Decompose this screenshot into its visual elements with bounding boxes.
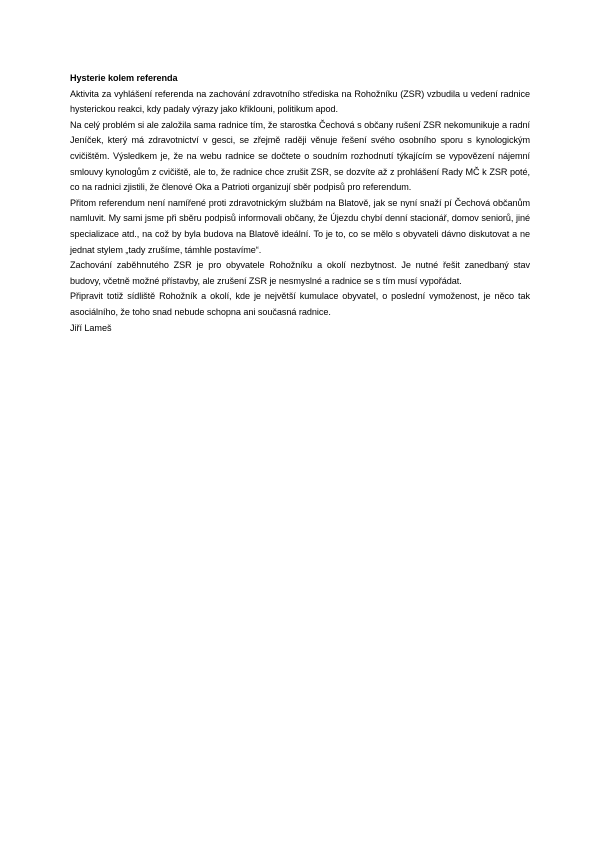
paragraph: Na celý problém si ale založila sama radnice tím, že starostka Čechová s občany rušení ZSR nekomunikuje a radní Jeníček, který má zdravotnictví v gesci, se zřejmě raději věnuje řešení svého osobního sporu s kynologickým cvičištěm. Výsledkem je, že na webu radnice se dočtete o soudním rozhodnutí týkajícím se vypovězení nájemní smlouvy kynologům z cvičiště, ale to, že radnice chce zrušit ZSR, se dozvíte až z prohlášení Rady MČ k ZSR poté, co na radnici zjistili, že členové Oka a Patrioti organizují sběr podpisů pro referendum.	[70, 119, 530, 193]
article	[70, 71, 530, 336]
article-title: Hysterie kolem referenda	[70, 73, 178, 83]
paragraph: Aktivita za vyhlášení referenda na zachování zdravotního střediska na Rohožníku (ZSR) vzbudila u vedení radnice hysterickou reakci, kdy padaly výrazy jako křiklouni, politikum apod.	[70, 88, 530, 115]
article-author: Jiří Lameš	[70, 322, 112, 333]
paragraph: Zachování zaběhnutého ZSR je pro obyvatele Rohožníku a okolí nezbytnost. Je nutné řešit zanedbaný stav budovy, včetně možné přístavby, ale zrušení ZSR je nesmyslné a radnice se s tím musí vypořádat.	[70, 260, 530, 286]
paragraph: Přitom referendum není namířené proti zdravotnickým službám na Blatově, jak se nyní snaží pí Čechová občanům namluvit. My sami jsme při sběru podpisů informovali občany, že Újezdu chybí denní stacionář, domov seniorů, jiné specializace atd., na což by byla budova na Blatově ideální. To je to, co se mělo s obyvateli dávno diskutovat a ne jednat stylem „tady zrušíme, támhle postavíme“.	[70, 197, 530, 255]
paragraph: Připravit totiž sídliště Rohožník a okolí, kde je největší kumulace obyvatel, o poslední vymoženost, je něco tak asociálního, že toho snad nebude schopna ani současná radnice.	[70, 291, 530, 317]
